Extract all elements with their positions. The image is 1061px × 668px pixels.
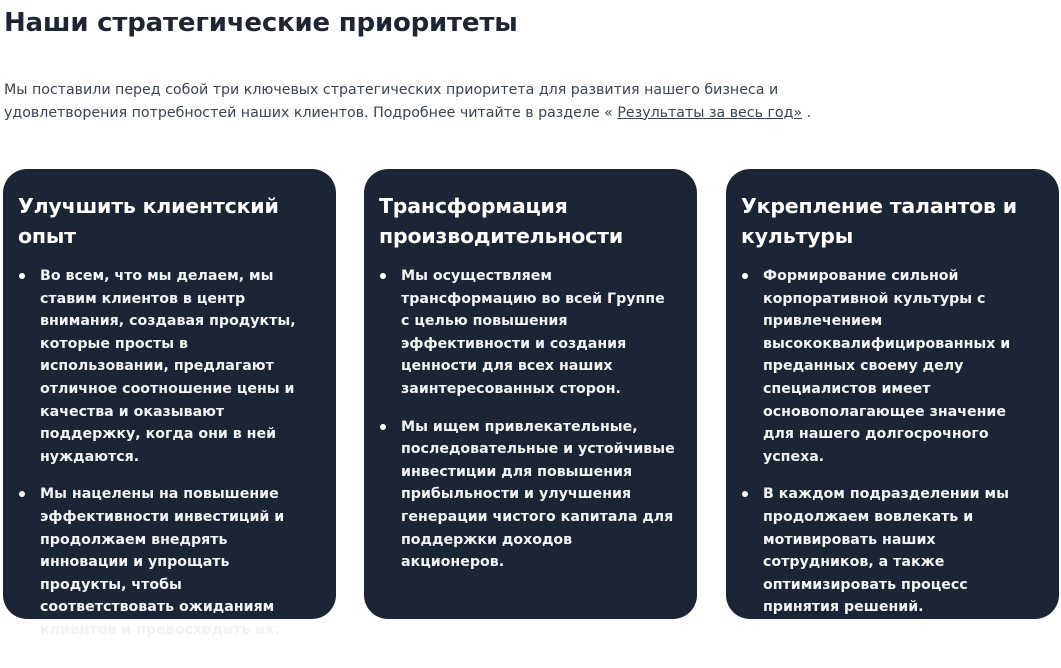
priorities-cards — [3, 169, 1059, 638]
bullet-dot-icon — [742, 491, 748, 497]
intro-paragraph — [4, 79, 824, 124]
bullet-dot-icon — [19, 273, 25, 279]
bullet-dot-icon — [19, 491, 25, 497]
card-bullet-item — [741, 265, 1039, 468]
card-title: Трансформация производительности — [379, 194, 623, 248]
page-title: Наши стратегические приоритеты — [4, 8, 518, 38]
card-bullet-list — [379, 265, 677, 574]
card-bullet-item — [741, 483, 1039, 619]
card-bullet-item — [379, 416, 677, 574]
card-bullet-item — [379, 265, 677, 401]
intro-end: . — [802, 104, 812, 121]
bullet-text: Во всем, что мы делаем, мы ставим клиентов в центр внимания, создавая продукты, которые просты в использовании, предлагают отличное соотношение цены и качества и оказывают поддержку, когда они в ней нуждаются. — [40, 268, 296, 465]
card-title: Укрепление талантов и культуры — [741, 194, 1017, 248]
bullet-text: В каждом подразделении мы продолжаем вовлекать и мотивировать наших сотрудников, а также оптимизировать процесс принятия решений. — [763, 486, 1009, 616]
priority-card-customer-experience — [3, 169, 336, 638]
card-bullet-item — [18, 483, 316, 641]
card-bullet-item — [18, 265, 316, 468]
bullet-dot-icon — [742, 273, 748, 279]
bullet-text: Мы ищем привлекательные, последовательные и устойчивые инвестиции для повышения прибыльности и улучшения генерации чистого капитала для поддержки доходов акционеров. — [401, 418, 675, 571]
priority-card-talent-culture — [726, 169, 1059, 619]
bullet-dot-icon — [380, 424, 386, 430]
priority-card-performance-transformation — [364, 169, 697, 619]
full-year-results-link[interactable]: Результаты за весь год» — [617, 104, 803, 121]
bullet-text: Мы осуществляем трансформацию во всей Группе с целью повышения эффективности и создания ценности для всех наших заинтересованных сторон. — [401, 268, 665, 397]
bullet-text: Мы нацелены на повышение эффективности инвестиций и продолжаем внедрять инновации и упрощать продукты, чтобы соответствовать ожиданиям клиентов и превосходить их. — [40, 486, 285, 638]
card-bullet-list — [18, 265, 316, 642]
bullet-text: Формирование сильной корпоративной культуры с привлечением высококвалифицированных и преданных своему делу специалистов имеет основополагающее значение для нашего долгосрочного успеха. — [763, 268, 1011, 465]
bullet-dot-icon — [380, 273, 386, 279]
card-bullet-list — [741, 265, 1039, 619]
intro-text: Мы поставили перед собой три ключевых стратегических приоритета для развития нашего бизнеса и удовлетворения потребностей наших клиентов. Подробнее читайте в разделе « — [4, 82, 779, 121]
card-title: Улучшить клиентский опыт — [18, 194, 279, 248]
